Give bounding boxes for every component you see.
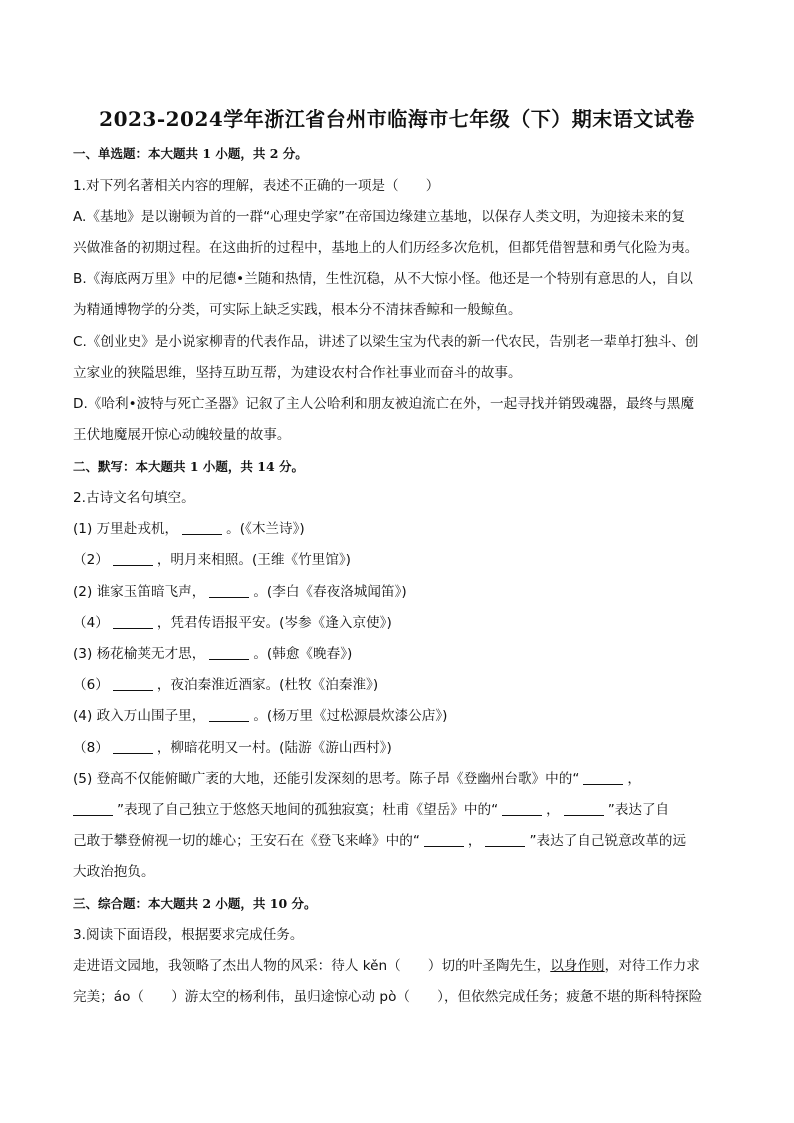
- fill-paragraph-text: ”表现了自己独立于悠悠天地间的孤独寂寞；杜甫《望岳》中的“: [117, 802, 499, 818]
- passage-text: ，对待工作力求: [604, 958, 700, 974]
- fill-item-text: (4) 政入万山围子里，: [73, 708, 206, 724]
- answer-blank[interactable]: [73, 801, 113, 816]
- fill-paragraph-line-1: [73, 769, 733, 789]
- answer-blank[interactable]: [113, 676, 153, 691]
- fill-item-source: 。(《木兰诗》): [226, 521, 305, 537]
- answer-blank[interactable]: [209, 707, 249, 722]
- fill-item-source: 。(李白《春夜洛城闻笛》): [253, 584, 407, 600]
- answer-blank[interactable]: [485, 832, 525, 847]
- answer-blank[interactable]: [424, 832, 464, 847]
- section-heading-2: 二、默写：本大题共 1 小题，共 14 分。: [73, 459, 305, 474]
- fill-item-text: ，凭君传语报平安。(岑参《逢入京使》): [156, 615, 392, 631]
- passage-text: 走进语文园地，我领略了杰出人物的风采：待人 kěn（ ）切的叶圣陶先生，: [73, 958, 551, 974]
- answer-blank[interactable]: [502, 801, 542, 816]
- fill-item-5: [73, 644, 733, 664]
- fill-item-text: (1) 万里赴戎机，: [73, 521, 179, 537]
- fill-item-2: [73, 550, 733, 570]
- punctuation: ，: [467, 833, 482, 849]
- option-a-line-1: A.《基地》是以谢顿为首的一群“心理史学家”在帝国边缘建立基地，以保存人类文明，为迎接未来的复: [73, 209, 685, 225]
- punctuation: ，: [627, 771, 641, 787]
- fill-paragraph-text: 己敢于攀登俯视一切的雄心；王安石在《登飞来峰》中的“: [73, 833, 420, 849]
- question-2-stem: 2.古诗文名句填空。: [73, 490, 195, 506]
- section-heading-3: 三、综合题：本大题共 2 小题，共 10 分。: [73, 896, 317, 911]
- fill-item-text: ，夜泊秦淮近酒家。(杜牧《泊秦淮》): [156, 677, 379, 693]
- fill-paragraph-text: ”表达了自: [607, 802, 670, 818]
- fill-item-text: (2) 谁家玉笛暗飞声，: [73, 584, 206, 600]
- punctuation: ，: [546, 802, 560, 818]
- passage-line-2: 完美；áo（ ）游太空的杨利伟，虽归途惊心动 pò（ ），但依然完成任务；疲惫不堪的斯科特探险: [73, 989, 703, 1005]
- answer-blank[interactable]: [182, 520, 222, 535]
- fill-item-3: [73, 582, 733, 602]
- option-b-line-1: B.《海底两万里》中的尼德•兰随和热情，生性沉稳，从不大惊小怪。他还是一个特别有意思的人，自以: [73, 271, 693, 287]
- question-3-stem: 3.阅读下面语段，根据要求完成任务。: [73, 927, 304, 943]
- section-heading-1: 一、单选题：本大题共 1 小题，共 2 分。: [73, 146, 308, 161]
- answer-blank[interactable]: [209, 645, 249, 660]
- answer-blank[interactable]: [564, 801, 604, 816]
- fill-paragraph-line-3: [73, 831, 733, 851]
- option-c-line-1: C.《创业史》是小说家柳青的代表作品，讲述了以梁生宝为代表的新一代农民，告别老一辈单打独斗、创: [73, 334, 699, 350]
- option-b-line-2: 为精通博物学的分类，可实际上缺乏实践，根本分不清抹香鲸和一般鲸鱼。: [73, 302, 522, 318]
- answer-blank[interactable]: [209, 583, 249, 598]
- option-c-line-2: 立家业的狭隘思维，坚持互助互帮，为建设农村合作社事业而奋斗的故事。: [73, 365, 522, 381]
- option-d-line-2: 王伏地魔展开惊心动魄较量的故事。: [73, 427, 291, 443]
- fill-paragraph-text: (5) 登高不仅能俯瞰广袤的大地，还能引发深刻的思考。陈子昂《登幽州台歌》中的“: [73, 771, 580, 787]
- fill-paragraph-text: ”表达了自己锐意改革的远: [529, 833, 687, 849]
- question-1-stem: 1.对下列名著相关内容的理解，表述不正确的一项是（ ）: [73, 178, 440, 194]
- answer-blank[interactable]: [583, 770, 623, 785]
- fill-item-source: 。(杨万里《过松源晨炊漆公店》): [253, 708, 448, 724]
- fill-item-text: ，柳暗花明又一村。(陆游《游山西村》): [156, 740, 392, 756]
- option-a-line-2: 兴做准备的初期过程。在这曲折的过程中，基地上的人们历经多次危机，但都凭借智慧和勇气化险为夷。: [73, 240, 699, 256]
- fill-item-number: （4）: [73, 615, 109, 631]
- fill-item-6: [73, 675, 733, 695]
- exam-title: 2023-2024学年浙江省台州市临海市七年级（下）期末语文试卷: [99, 107, 695, 131]
- fill-item-7: [73, 706, 733, 726]
- answer-blank[interactable]: [113, 739, 153, 754]
- fill-item-text: ，明月来相照。(王维《竹里馆》): [156, 552, 351, 568]
- fill-item-number: （6）: [73, 677, 109, 693]
- option-d-line-1: D.《哈利•波特与死亡圣器》记叙了主人公哈利和朋友被迫流亡在外，一起寻找并销毁魂器，最终与黑魔: [73, 396, 694, 412]
- fill-paragraph-line-4: 大政治抱负。: [73, 864, 155, 880]
- passage-line-1: [73, 956, 733, 976]
- answer-blank[interactable]: [113, 614, 153, 629]
- fill-item-source: 。(韩愈《晚春》): [253, 646, 353, 662]
- fill-item-4: [73, 613, 733, 633]
- fill-item-text: (3) 杨花榆荚无才思，: [73, 646, 206, 662]
- underlined-idiom: 以身作则: [550, 958, 605, 974]
- answer-blank[interactable]: [113, 551, 153, 566]
- fill-item-number: （2）: [73, 552, 109, 568]
- fill-paragraph-line-2: [73, 800, 733, 820]
- fill-item-number: （8）: [73, 740, 109, 756]
- fill-item-1: [73, 519, 733, 539]
- fill-item-8: [73, 738, 733, 758]
